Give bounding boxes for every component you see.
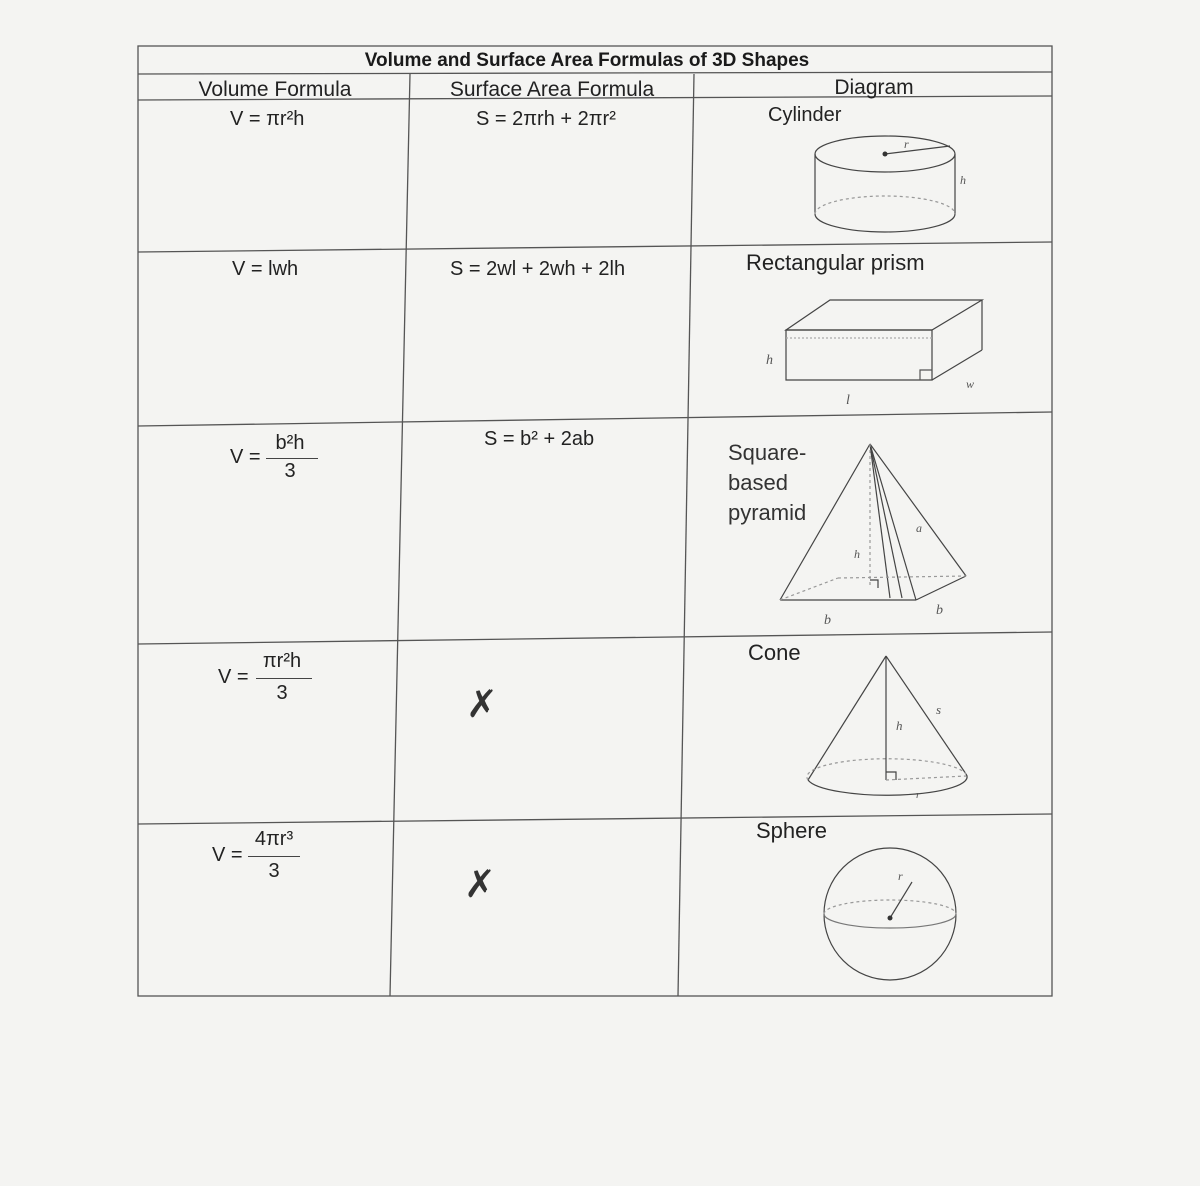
formula-sheet xyxy=(120,42,1054,997)
prism-surface-formula: S = 2wl + 2wh + 2lh xyxy=(450,258,626,280)
cone-s-label: s xyxy=(936,702,942,717)
cylinder-label: Cylinder xyxy=(768,104,842,126)
prism-volume-formula: V = lwh xyxy=(232,258,299,280)
page-title: Volume and Surface Area Formulas of 3D Shapes xyxy=(364,50,810,71)
cylinder-volume-formula: V = πr²h xyxy=(230,108,305,130)
cylinder-r-label: r xyxy=(904,137,909,151)
sphere-volume-formula: V = 4πr³ 3 xyxy=(212,828,332,888)
header-diagram: Diagram xyxy=(834,76,914,99)
pyramid-label: Square- based pyramid xyxy=(728,440,807,525)
pyramid-b-label-2: b xyxy=(936,603,943,618)
cone-diagram xyxy=(800,652,980,802)
pyramid-h-label: h xyxy=(854,547,860,561)
cylinder-h-label: h xyxy=(960,173,966,187)
pyramid-diagram xyxy=(770,438,980,628)
pyramid-surface-formula: S = b² + 2ab xyxy=(484,428,595,450)
prism-h-label: h xyxy=(766,353,773,368)
pyramid-volume-formula: V = b²h 3 xyxy=(230,432,350,492)
header-surface: Surface Area Formula xyxy=(449,78,655,101)
sphere-r-label: r xyxy=(898,869,903,883)
sphere-diagram xyxy=(820,842,960,992)
cone-r-label: r xyxy=(916,789,921,801)
sphere-surface-crossmark: ✗ xyxy=(464,862,496,906)
sphere-label: Sphere xyxy=(756,818,827,843)
cone-label: Cone xyxy=(748,640,801,665)
prism-label: Rectangular prism xyxy=(746,250,925,275)
cone-volume-formula: V = πr²h 3 xyxy=(218,650,338,710)
pyramid-b-label-1: b xyxy=(824,613,831,628)
header-volume: Volume Formula xyxy=(198,78,352,101)
cone-surface-crossmark: ✗ xyxy=(466,682,498,726)
cylinder-diagram xyxy=(800,128,1000,248)
pyramid-a-label: a xyxy=(916,521,922,535)
prism-w-label: w xyxy=(966,377,975,391)
prism-l-label: l xyxy=(846,393,850,408)
cylinder-surface-formula: S = 2πrh + 2πr² xyxy=(476,108,616,130)
prism-diagram xyxy=(760,288,990,408)
cone-h-label: h xyxy=(896,718,903,733)
